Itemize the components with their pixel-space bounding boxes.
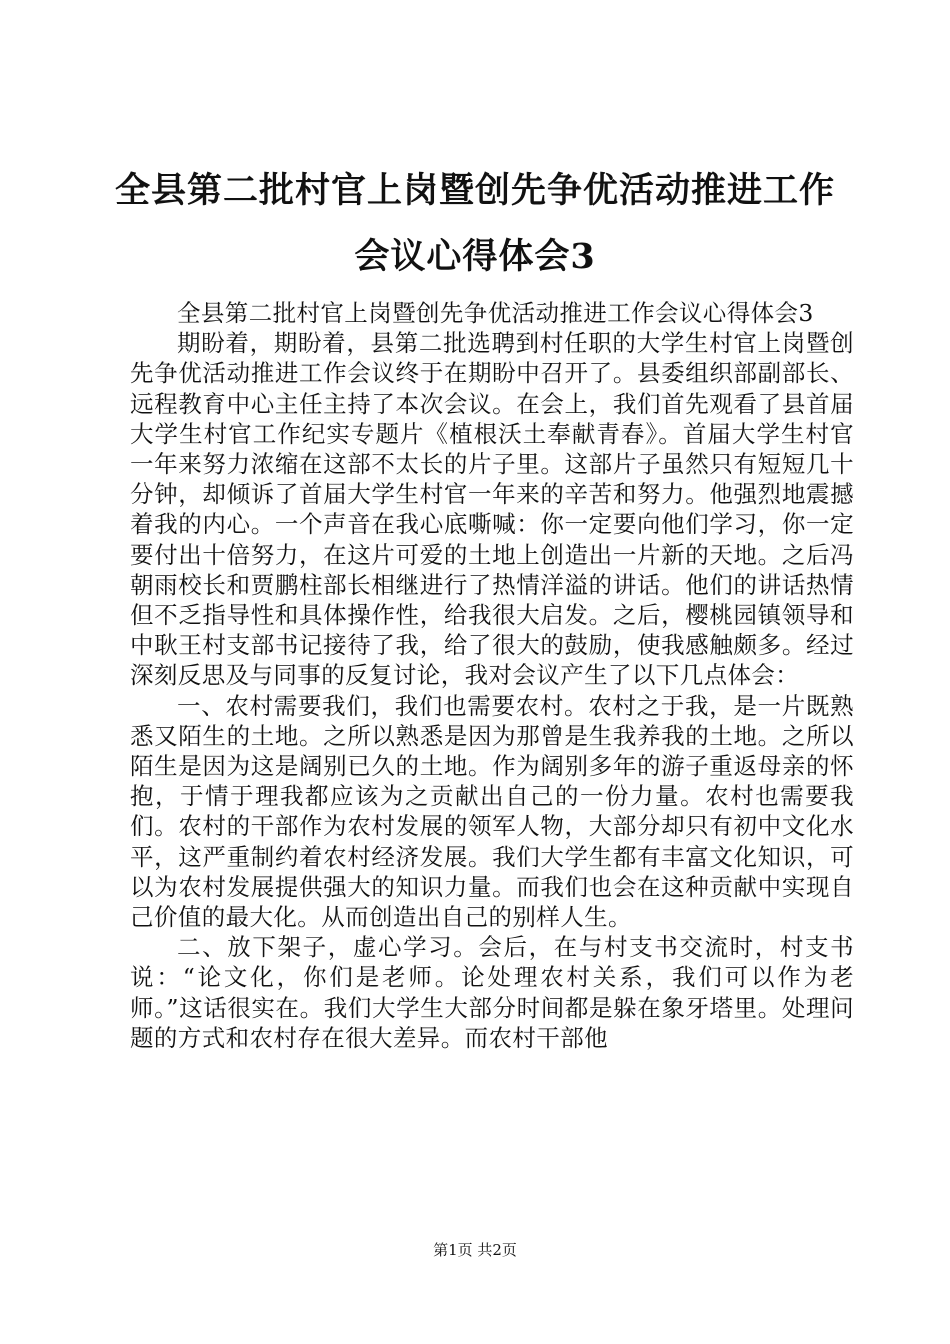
paragraph-point-two: 二、放下架子，虚心学习。会后，在与村支书交流时，村支书说：“论文化，你们是老师。论处理农村关系，我们可以作为老师。”这话很实在。我们大学生大部分时间都是躲在象牙塔里。处理问题的方式和农村存在很大差异。而农村干部他 — [130, 933, 854, 1052]
page-footer: 第1页 共2页 — [433, 1241, 517, 1259]
paragraph-intro: 期盼着，期盼着，县第二批选聘到村任职的大学生村官上岗暨创先争优活动推进工作会议终于在期盼中召开了。县委组织部副部长、远程教育中心主任主持了本次会议。在会上，我们首先观看了县首届大学生村官工作纪实专题片《植根沃土奉献青春》。首届大学生村官一年来努力浓缩在这部不太长的片子里。这部片子虽然只有短短几十分钟，却倾诉了首届大学生村官一年来的辛苦和努力。他强烈地震撼着我的内心。一个声音在我心底嘶喊：你一定要向他们学习，你一定要付出十倍努力，在这片可爱的土地上创造出一片新的天地。之后冯朝雨校长和贾鹏柱部长相继进行了热情洋溢的讲话。他们的讲话热情但不乏指导性和具体操作性，给我很大启发。之后，樱桃园镇领导和中耿王村支部书记接待了我，给了很大的鼓励，使我感触颇多。经过深刻反思及与同事的反复讨论，我对会议产生了以下几点体会： — [130, 329, 854, 690]
document-body — [130, 298, 854, 1053]
paragraph-heading-repeat: 全县第二批村官上岗暨创先争优活动推进工作会议心得体会3 — [177, 299, 814, 327]
document-title: 全县第二批村官上岗暨创先争优活动推进工作会议心得体会3 — [114, 170, 835, 277]
paragraph-point-one: 一、农村需要我们，我们也需要农村。农村之于我，是一片既熟悉又陌生的土地。之所以熟悉是因为那曾是生我养我的土地。之所以陌生是因为这是阔别已久的土地。作为阔别多年的游子重返母亲的怀抱，于情于理我都应该为之贡献出自己的一份力量。农村也需要我们。农村的干部作为农村发展的领军人物，大部分却只有初中文化水平，这严重制约着农村经济发展。我们大学生都有丰富文化知识，可以为农村发展提供强大的知识力量。而我们也会在这种贡献中实现自己价值的最大化。从而创造出自己的别样人生。 — [130, 691, 854, 932]
